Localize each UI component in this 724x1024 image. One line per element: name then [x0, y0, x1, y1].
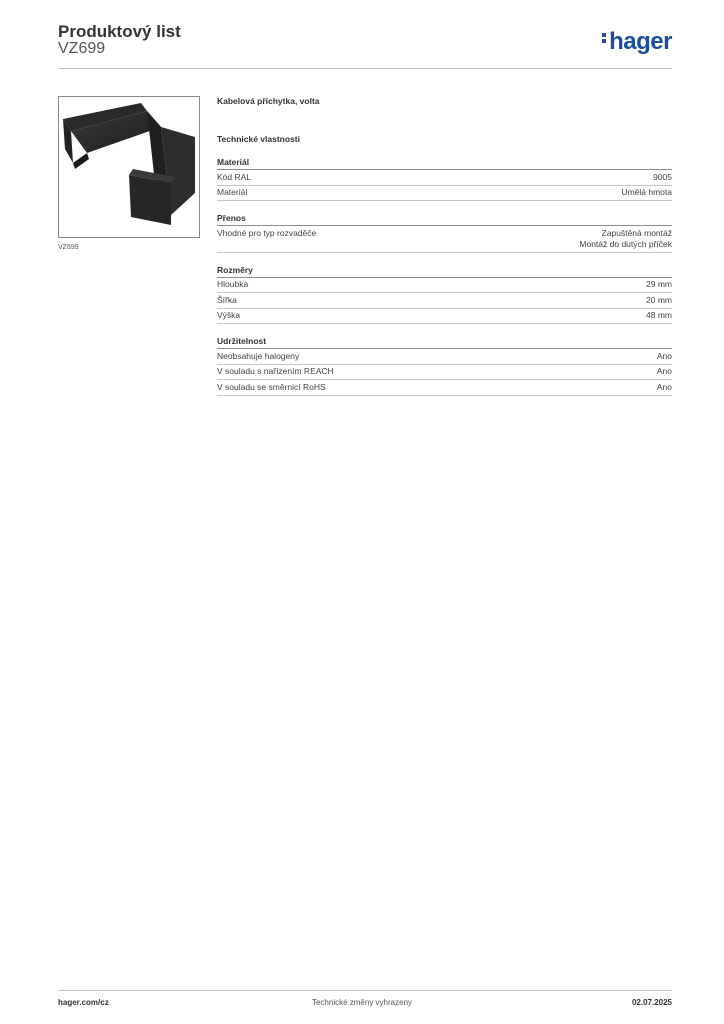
spec-value: [653, 172, 672, 183]
footer-note: Technické změny vyhrazeny: [311, 998, 413, 1007]
logo-dots-icon: [602, 31, 607, 45]
spec-value-line: 9005: [653, 171, 672, 182]
spec-value-line: Ano: [656, 381, 672, 392]
spec-value-line: Ano: [656, 366, 672, 376]
spec-label: Šířka: [217, 294, 237, 305]
page-title: Produktový list: [58, 22, 181, 41]
spec-value-line: 29 mm: [646, 279, 672, 289]
spec-label: V souladu se směrnicí RoHS: [217, 381, 326, 392]
spec-value: [646, 310, 672, 321]
spec-label: Vhodné pro typ rozvaděče: [217, 227, 317, 238]
header-divider: [58, 68, 672, 69]
footer-divider: [58, 990, 672, 991]
section-title: Materiál: [217, 157, 672, 170]
spec-section: [217, 157, 672, 201]
footer-date: 02.07.2025: [631, 998, 672, 1007]
spec-row: [217, 186, 672, 202]
spec-value-line: Umělá hmota: [621, 187, 672, 197]
tech-heading: Technické vlastnosti: [217, 134, 300, 144]
spec-value-line: Ano: [656, 350, 672, 361]
product-image: [58, 96, 200, 238]
spec-row: [217, 309, 672, 325]
spec-label: V souladu s nařízením REACH: [217, 366, 334, 376]
spec-row: [217, 226, 672, 253]
spec-value: [657, 351, 672, 362]
spec-row: [217, 293, 672, 309]
image-caption: VZ699: [58, 244, 79, 251]
spec-value: [646, 295, 672, 306]
spec-row: [217, 278, 672, 294]
spec-label: Neobsahuje halogeny: [217, 350, 300, 361]
spec-value-line: 48 mm: [646, 310, 672, 320]
section-title: Udržitelnost: [217, 336, 672, 349]
spec-row: [217, 380, 672, 396]
section-title: Rozměry: [217, 265, 672, 278]
page-header: [58, 20, 672, 70]
footer-website: hager.com/cz: [58, 998, 109, 1007]
spec-value-line: 20 mm: [646, 294, 672, 305]
spec-content: [217, 96, 672, 408]
spec-section: [217, 213, 672, 253]
spec-label: Materiál: [217, 187, 248, 197]
section-title: Přenos: [217, 213, 672, 226]
spec-value: [621, 187, 672, 198]
spec-row: [217, 170, 672, 186]
spec-label: Hloubka: [217, 279, 249, 289]
spec-value-line: Zapuštěná montáž: [601, 227, 672, 238]
spec-section: [217, 265, 672, 325]
spec-sections: [217, 157, 672, 396]
spec-value: [646, 279, 672, 290]
spec-value: [657, 366, 672, 377]
hager-logo: hager: [602, 28, 672, 56]
spec-label: Kód RAL: [217, 171, 252, 182]
spec-row: [217, 349, 672, 365]
spec-value: [657, 382, 672, 393]
spec-label: Výška: [217, 310, 241, 320]
spec-section: [217, 336, 672, 396]
cable-clip-product-photo-icon: [59, 97, 199, 237]
spec-value-line: Montáž do dutých příček: [579, 238, 672, 249]
product-code: VZ699: [58, 40, 106, 57]
product-name: Kabelová příchytka, volta: [217, 96, 320, 106]
spec-value: [579, 228, 672, 250]
spec-row: [217, 365, 672, 381]
